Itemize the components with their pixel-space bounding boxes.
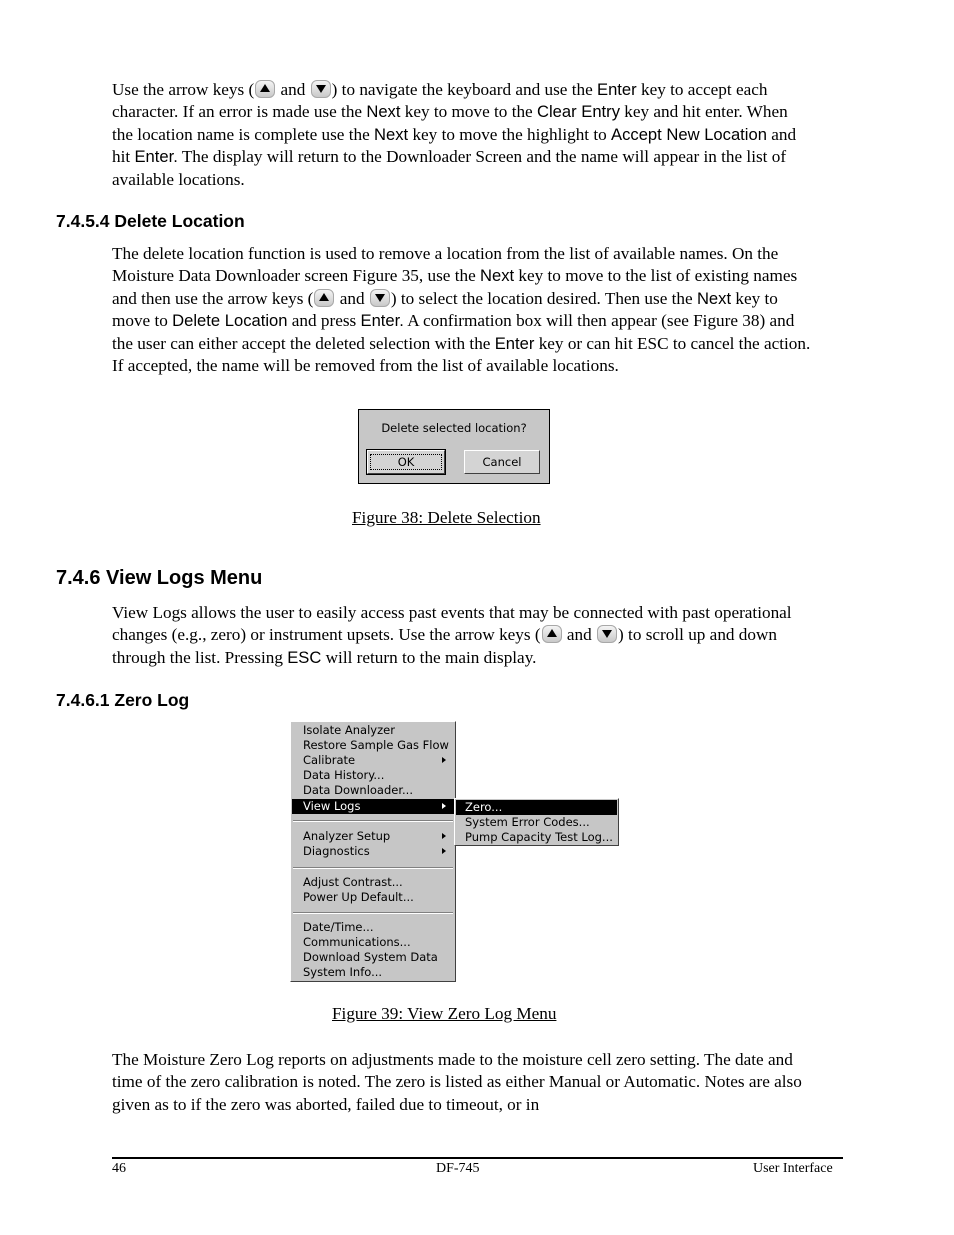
section-heading-view-logs-menu: 7.4.6 View Logs Menu bbox=[56, 567, 263, 589]
main-menu bbox=[290, 721, 456, 982]
menu-item-label: Analyzer Setup bbox=[303, 829, 391, 843]
arrow-up-key-icon bbox=[255, 80, 275, 98]
footer-section-title: User Interface bbox=[753, 1161, 833, 1176]
figure-39-caption: Figure 39: View Zero Log Menu bbox=[332, 1004, 557, 1023]
submenu-item-system-error-codes[interactable]: System Error Codes... bbox=[465, 815, 590, 829]
delete-location-paragraph: The delete location function is used to remove a location from the list of available names. On the Moisture Data Downloader screen Figure 35, use the Next key to move to the list of existing names and then use the arrow keys ( and ) to select the location desired. Then use the Next key to move to Delete Location and press Enter. A confirmation box will then appear (see Figure 38) and the user can either accept the deleted selection with the Enter key or can hit ESC to cancel the action. If accepted, the name will be removed from the list of available locations. bbox=[112, 244, 811, 376]
ok-button[interactable] bbox=[367, 450, 445, 474]
page-number: 46 bbox=[112, 1161, 126, 1176]
view-logs-paragraph: View Logs allows the user to easily access past events that may be connected with past operational changes (e.g., zero) or instrument upsets. Use the arrow keys ( and ) to scroll up and down through the list. Pressing ESC will return to the main display. bbox=[112, 603, 792, 667]
submenu-arrow-icon bbox=[442, 848, 446, 854]
submenu-item-zero[interactable]: Zero... bbox=[456, 800, 617, 815]
menu-item-power-up-default[interactable]: Power Up Default... bbox=[303, 890, 414, 904]
menu-item-analyzer-setup[interactable] bbox=[292, 829, 454, 844]
dialog-message: Delete selected location? bbox=[381, 421, 527, 435]
menu-item-label: Calibrate bbox=[303, 753, 356, 767]
menu-item-isolate-analyzer[interactable]: Isolate Analyzer bbox=[303, 723, 395, 737]
menu-item-data-downloader[interactable]: Data Downloader... bbox=[303, 783, 413, 797]
menu-separator bbox=[293, 912, 453, 914]
menu-item-calibrate[interactable] bbox=[292, 753, 454, 768]
arrow-down-key-icon bbox=[597, 625, 617, 643]
menu-item-label: Diagnostics bbox=[303, 844, 370, 858]
zero-log-paragraph: The Moisture Zero Log reports on adjustments made to the moisture cell zero setting. The date and time of the zero calibration is noted. The zero is listed as either Manual or Automatic. Notes are also given as to if the zero was aborted, failed due to timeout, or in bbox=[112, 1050, 802, 1114]
arrow-down-key-icon bbox=[370, 289, 390, 307]
view-logs-submenu bbox=[454, 798, 619, 846]
menu-item-label: View Logs bbox=[303, 799, 361, 813]
submenu-item-pump-capacity-test-log[interactable]: Pump Capacity Test Log... bbox=[465, 830, 613, 844]
menu-item-data-history[interactable]: Data History... bbox=[303, 768, 385, 782]
arrow-down-key-icon bbox=[311, 80, 331, 98]
submenu-arrow-icon bbox=[442, 803, 446, 809]
menu-item-adjust-contrast[interactable]: Adjust Contrast... bbox=[303, 875, 403, 889]
menu-item-diagnostics[interactable] bbox=[292, 844, 454, 859]
menu-item-date-time[interactable]: Date/Time... bbox=[303, 920, 374, 934]
delete-confirm-dialog bbox=[358, 409, 550, 484]
menu-item-download-system-data[interactable]: Download System Data bbox=[303, 950, 438, 964]
document-id: DF-745 bbox=[436, 1161, 480, 1176]
submenu-arrow-icon bbox=[442, 833, 446, 839]
menu-item-system-info[interactable]: System Info... bbox=[303, 965, 383, 979]
intro-paragraph: Use the arrow keys ( and ) to navigate the keyboard and use the Enter key to accept each character. If an error is made use the Next key to move to the Clear Entry key and hit enter. When the location name is complete use the Next key to move the highlight to Accept New Location and hit Enter. The display will return to the Downloader Screen and the name will appear in the list of available locations. bbox=[112, 80, 797, 189]
figure-38-caption: Figure 38: Delete Selection bbox=[352, 508, 541, 527]
menu-item-communications[interactable]: Communications... bbox=[303, 935, 411, 949]
ok-button-label: OK bbox=[370, 454, 443, 470]
submenu-arrow-icon bbox=[442, 757, 446, 763]
menu-separator bbox=[293, 867, 453, 869]
arrow-up-key-icon bbox=[314, 289, 334, 307]
menu-separator bbox=[293, 820, 453, 822]
cancel-button[interactable]: Cancel bbox=[464, 450, 540, 474]
menu-item-view-logs[interactable] bbox=[292, 799, 454, 814]
footer-rule bbox=[112, 1157, 843, 1159]
section-heading-zero-log: 7.4.6.1 Zero Log bbox=[56, 690, 190, 710]
section-heading-delete-location: 7.4.5.4 Delete Location bbox=[56, 211, 245, 231]
arrow-up-key-icon bbox=[542, 625, 562, 643]
menu-item-restore-sample-gas-flow[interactable]: Restore Sample Gas Flow bbox=[303, 738, 449, 752]
